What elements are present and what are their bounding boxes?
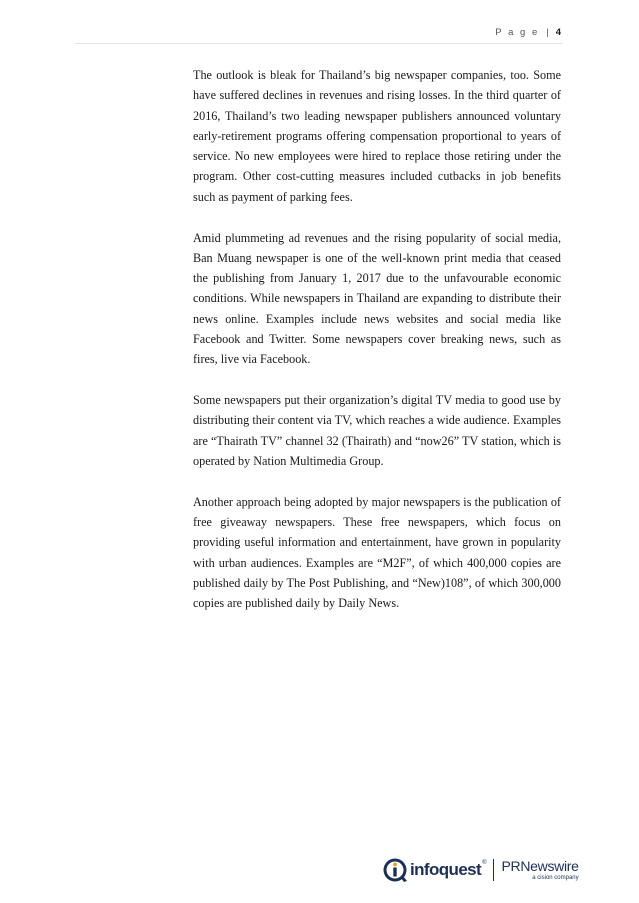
header-divider — [75, 43, 563, 44]
infoquest-logo — [382, 857, 487, 883]
page-separator: | — [546, 27, 549, 38]
paragraph-3: Some newspapers put their organization’s digital TV media to good use by distributing their content via TV, which reaches a wide audience. Examples are “Thairath TV” channel 32 (Thairath) and “now26” TV station, which is operated by Nation Multimedia Group. — [193, 393, 561, 469]
prnewswire-logo — [502, 859, 579, 881]
prnewswire-subtext: a cision company — [532, 875, 579, 881]
paragraph-1: The outlook is bleak for Thailand’s big newspaper companies, too. Some have suffered declines in revenues and rising losses. In the third quarter of 2016, Thailand’s two leading newspaper publishers announced voluntary early-retirement programs offering compensation proportional to years of service. No new employees were hired to replace those retiring under the program. Other cost-cutting measures included cutbacks in job benefits such as payment of parking fees. — [193, 68, 561, 204]
infoquest-globe-icon — [382, 857, 408, 883]
prnewswire-wordmark: PRNewswire — [501, 858, 579, 874]
page-header — [495, 27, 561, 38]
registered-mark: ® — [482, 860, 487, 866]
page-label: P a g e — [495, 27, 540, 38]
logo-divider — [493, 859, 494, 881]
infoquest-wordmark: infoquest — [410, 860, 482, 879]
paragraph-4: Another approach being adopted by major newspapers is the publication of free giveaway newspapers. These free newspapers, which focus on providing useful information and entertainment, have grown in popularity with urban audiences. Examples are “M2F”, of which 400,000 copies are published daily by The Post Publishing, and “New)108”, of which 300,000 copies are published daily by Daily News. — [193, 494, 561, 611]
paragraph-2: Amid plummeting ad revenues and the rising popularity of social media, Ban Muang newspaper is one of the well-known print media that ceased the publishing from January 1, 2017 due to the unfavourable economic conditions. While newspapers in Thailand are expanding to distribute their news online. Examples include news websites and social media like Facebook and Twitter. Some newspapers cover breaking news, such as fires, live via Facebook. — [193, 230, 561, 367]
footer-logos — [382, 852, 579, 888]
document-body — [193, 65, 561, 634]
page-number: 4 — [555, 27, 561, 38]
